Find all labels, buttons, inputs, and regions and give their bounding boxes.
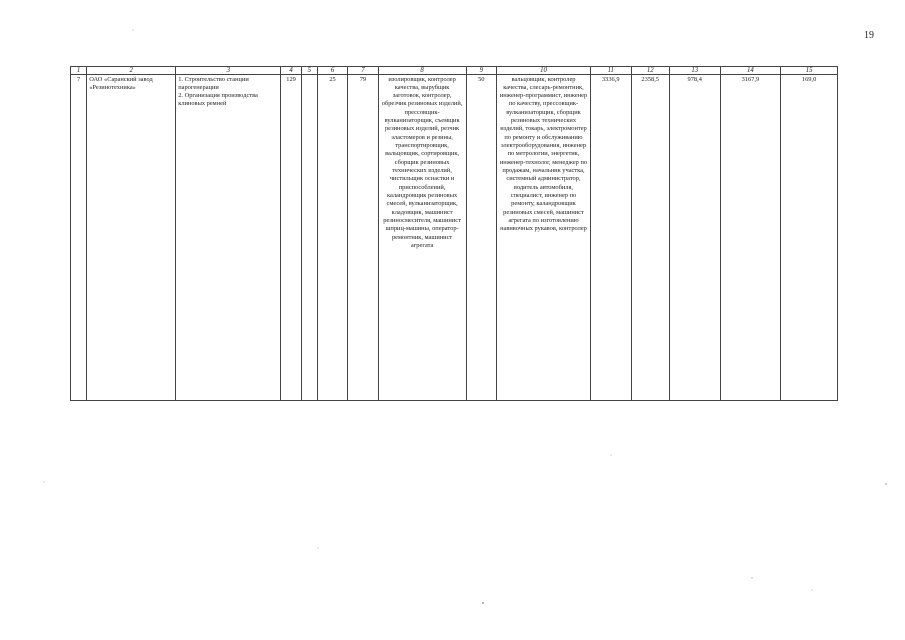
col-header-2: 2: [87, 67, 176, 75]
cell-professions-list-2: вальцовщик, контролер качества, слесарь-ремонтник, инженер-программист, инженер по качеству, прессовщик-вулканизаторщик, сборщик резиновых технических изделий, токарь, электромонтер по ремонту и обслуживанию электрооборудования, инженер по метрологии, энергетик, инженер-технолог, менеджер по продажам, начальник участка, системный администратор, водитель автомобиля, специалист, инженер по ремонту, каландровщик резиновых смесей, машинист агрегата по изготовлению навивочных рукавов, контролер: [496, 75, 590, 401]
cell-col-15: 169,0: [781, 75, 838, 401]
cell-organization: ОАО «Саранский завод «Резинотехника»: [87, 75, 176, 401]
col-header-9: 9: [466, 67, 496, 75]
cell-col-7: 79: [348, 75, 378, 401]
cell-row-number: 7: [71, 75, 87, 401]
cell-projects: 1. Строительство станции парогенерации 2. Организация производства клиновых ремней: [176, 75, 281, 401]
col-header-12: 12: [631, 67, 669, 75]
col-header-4: 4: [281, 67, 301, 75]
col-header-3: 3: [176, 67, 281, 75]
page-number: 19: [864, 30, 874, 41]
cell-col-6: 25: [317, 75, 347, 401]
cell-col-9: 50: [466, 75, 496, 401]
cell-col-4: 129: [281, 75, 301, 401]
col-header-5: 5: [301, 67, 317, 75]
col-header-6: 6: [317, 67, 347, 75]
col-header-10: 10: [496, 67, 590, 75]
col-header-1: 1: [71, 67, 87, 75]
cell-professions-list-1: изолировщик, контролер качества, вырубщик заготовок, контролер, обрезчик резиновых изделий, прессовщик-вулканизаторщик, съемщик резиновых изделий, резчик эластомеров и резины, транспортировщик, вальцовщик, сортировщик, сборщик резиновых технических изделий, чистильщик оснастки и приспособлений, каландровщик резиновых смесей, вулканизаторщик, кладовщик, машинист резиносмесителя, машинист шприц-машины, оператор-ремонтник, машинист агрегата: [378, 75, 466, 401]
cell-col-11: 3336,9: [591, 75, 631, 401]
col-header-15: 15: [781, 67, 838, 75]
col-header-8: 8: [378, 67, 466, 75]
col-header-13: 13: [669, 67, 720, 75]
col-header-7: 7: [348, 67, 378, 75]
col-header-11: 11: [591, 67, 631, 75]
cell-col-13: 978,4: [669, 75, 720, 401]
cell-col-14: 3167,9: [720, 75, 781, 401]
col-header-14: 14: [720, 67, 781, 75]
cell-col-12: 2358,5: [631, 75, 669, 401]
